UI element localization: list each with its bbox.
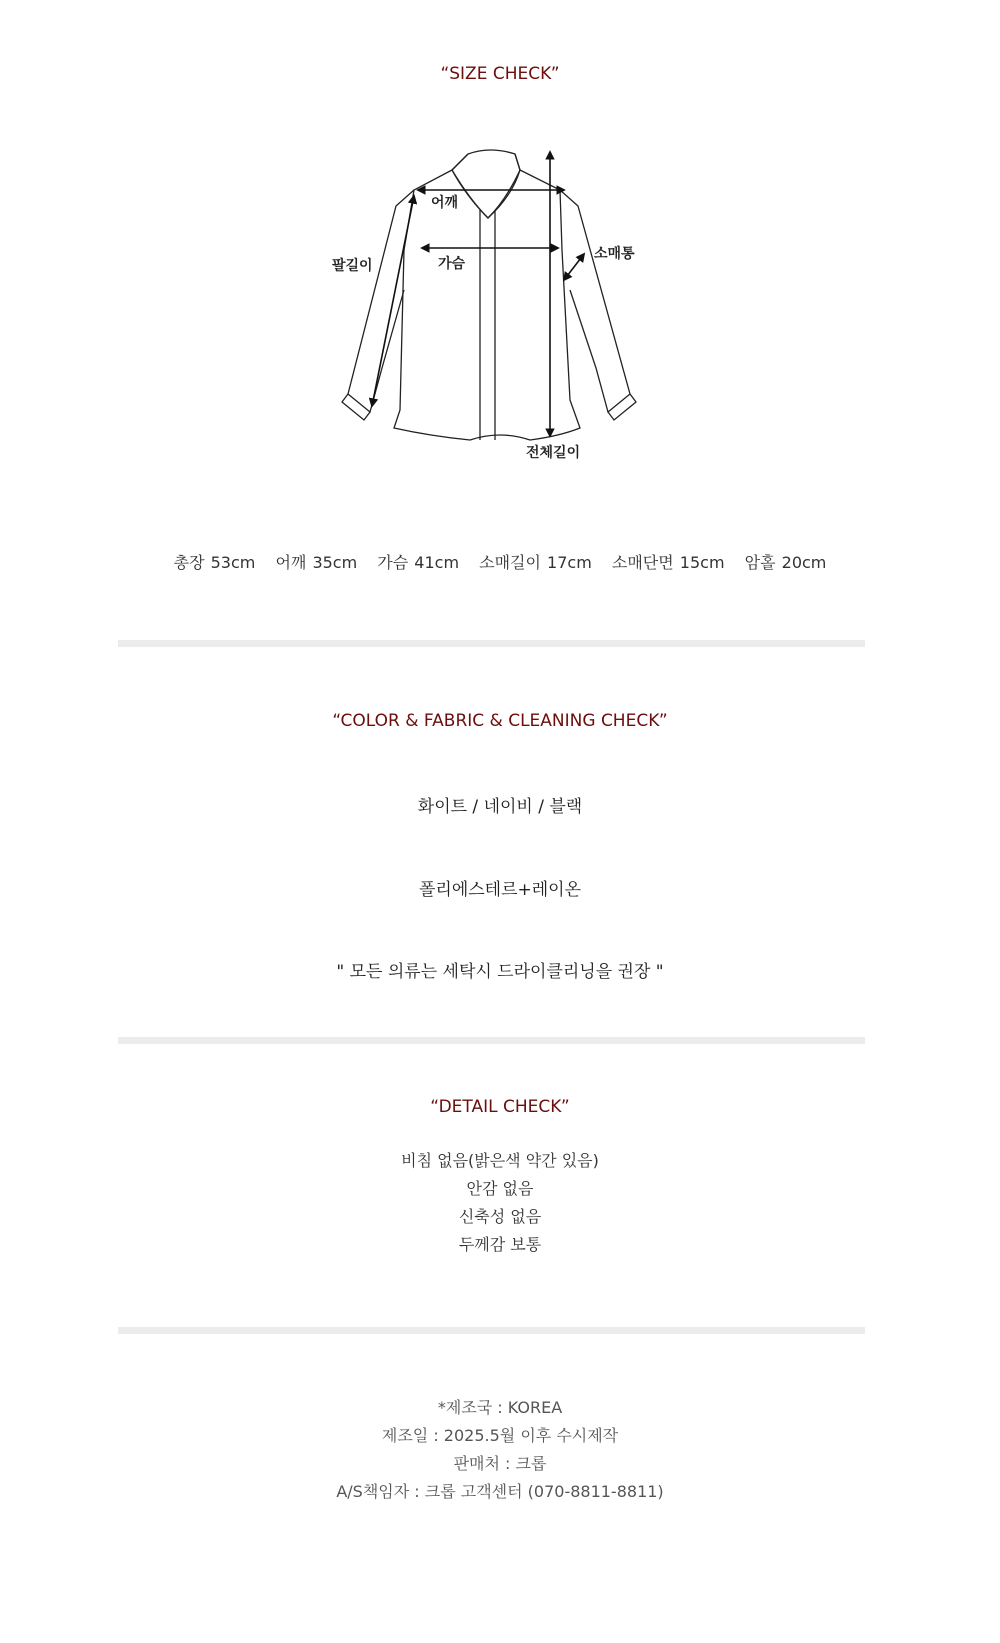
label-sleeve-width: 소매통 bbox=[594, 246, 635, 262]
spec-chest: 가슴 41cm bbox=[377, 553, 460, 572]
fabric-composition: 폴리에스테르+레이온 bbox=[418, 880, 582, 900]
cleaning-instruction: " 모든 의류는 세탁시 드라이클리닝을 권장 " bbox=[336, 962, 664, 982]
section-divider bbox=[118, 1327, 865, 1334]
product-info-footer bbox=[0, 1394, 1000, 1506]
spec-shoulder: 어깨 35cm bbox=[275, 553, 358, 572]
color-fabric-heading: “COLOR & FABRIC & CLEANING CHECK” bbox=[332, 711, 668, 731]
color-options: 화이트 / 네이비 / 블랙 bbox=[417, 797, 583, 817]
label-chest: 가슴 bbox=[438, 256, 466, 272]
size-check-heading: “SIZE CHECK” bbox=[440, 64, 560, 84]
shirt-outline-icon bbox=[342, 150, 636, 440]
detail-transparency: 비침 없음(밝은색 약간 있음) bbox=[401, 1151, 599, 1170]
footer-as-contact: A/S책임자 : 크롭 고객센터 (070-8811-8811) bbox=[336, 1482, 664, 1501]
detail-thickness: 두께감 보통 bbox=[458, 1235, 542, 1254]
detail-list bbox=[0, 1147, 1000, 1259]
detail-lining: 안감 없음 bbox=[466, 1179, 534, 1198]
spec-armhole: 암홀 20cm bbox=[744, 553, 827, 572]
label-sleeve-length: 팔길이 bbox=[332, 258, 373, 274]
spec-sleeve-width: 소매단면 15cm bbox=[611, 553, 725, 572]
shirt-size-diagram bbox=[0, 140, 1000, 500]
footer-manufacture-date: 제조일 : 2025.5월 이후 수시제작 bbox=[381, 1426, 619, 1445]
size-specs bbox=[0, 550, 1000, 573]
label-total-length: 전체길이 bbox=[526, 445, 581, 461]
footer-origin: *제조국 : KOREA bbox=[437, 1398, 563, 1417]
detail-stretch: 신축성 없음 bbox=[458, 1207, 542, 1226]
detail-check-heading: “DETAIL CHECK” bbox=[430, 1097, 570, 1117]
footer-seller: 판매처 : 크롭 bbox=[453, 1454, 547, 1473]
section-divider bbox=[118, 1037, 865, 1044]
spec-sleeve-length: 소매길이 17cm bbox=[479, 553, 592, 572]
section-divider bbox=[118, 640, 865, 647]
label-shoulder: 어깨 bbox=[431, 195, 459, 211]
spec-total-length: 총장 53cm bbox=[173, 553, 256, 572]
